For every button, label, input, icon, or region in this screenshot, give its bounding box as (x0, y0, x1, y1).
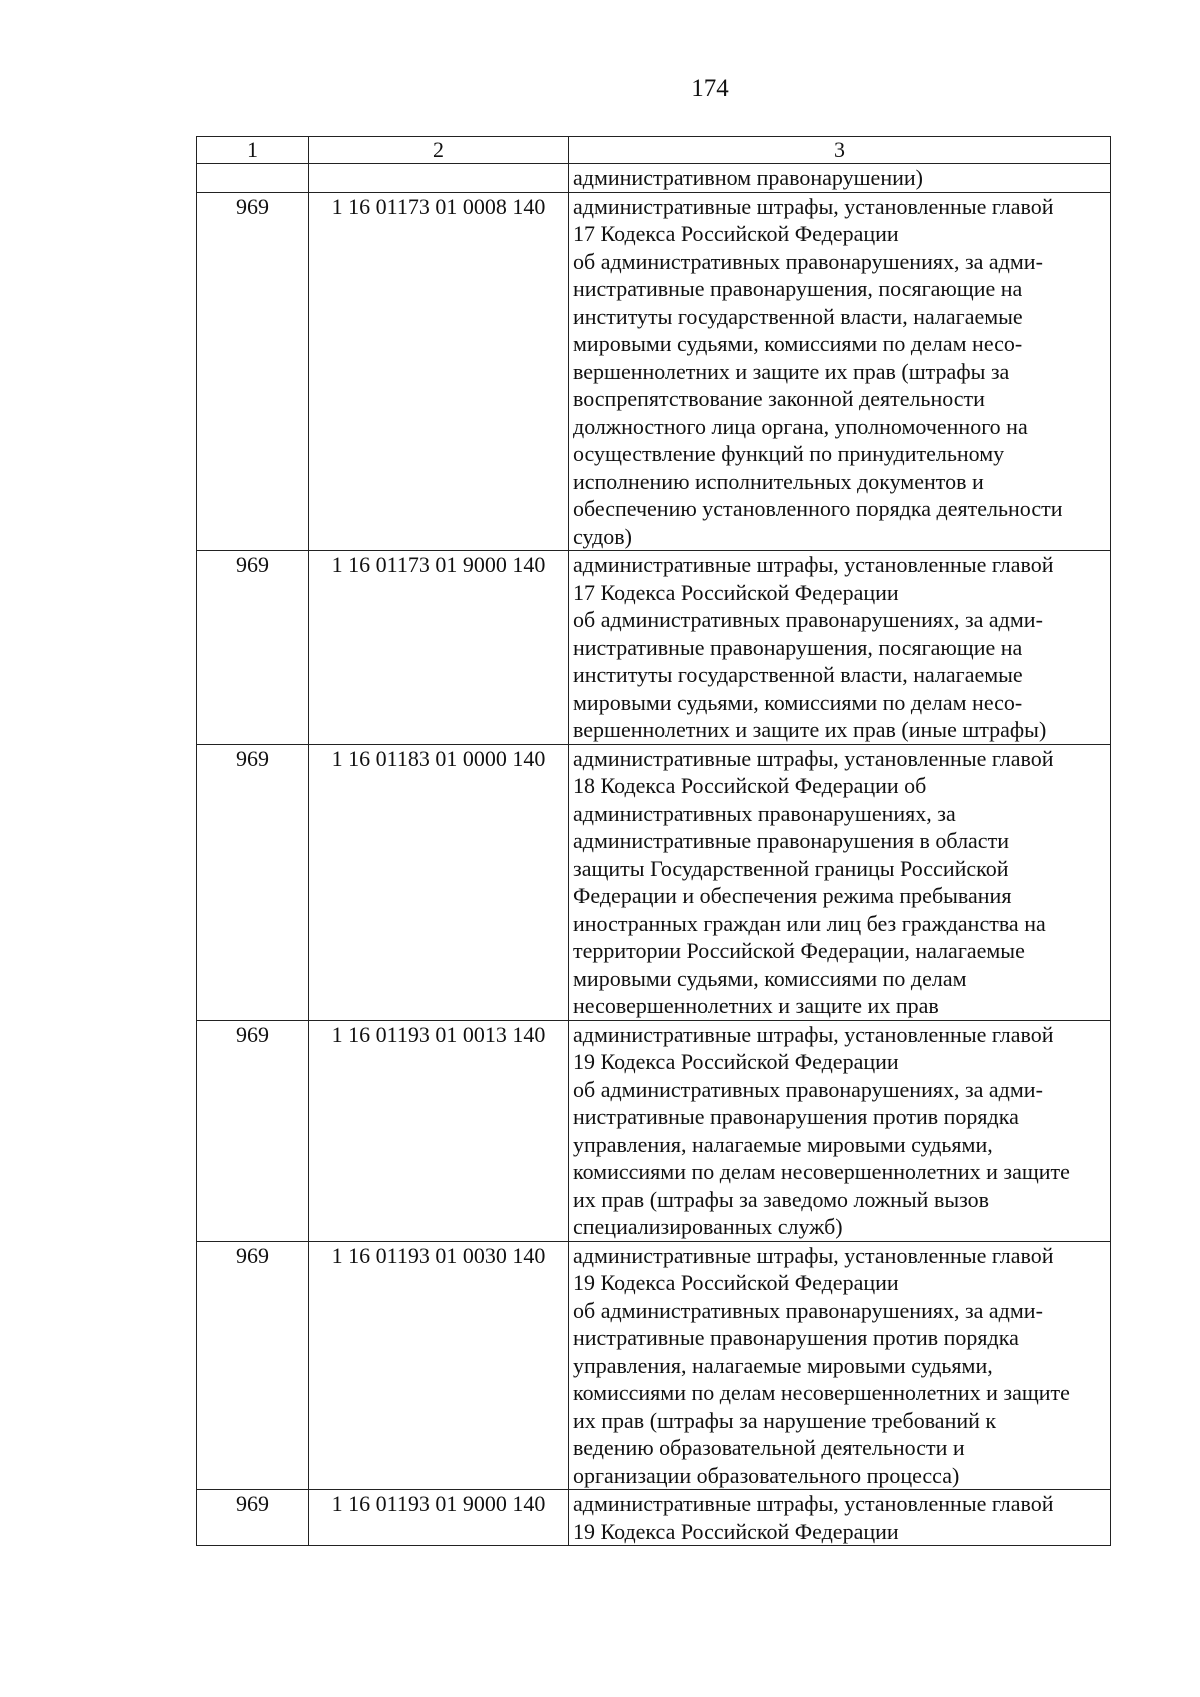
admin-code-cell: 969 (197, 1490, 309, 1546)
description-cell: административные штрафы, установленные главой 19 Кодекса Российской Федерации об административных правонарушениях, за адми- нистративные правонарушения против порядка управления, налагаемые мировыми судьями, комиссиями по делам несовершеннолетних и защите их прав (штрафы за заведомо ложный вызов специализированных служб) (569, 1020, 1111, 1241)
admin-code-cell: 969 (197, 551, 309, 745)
description-cell: административные штрафы, установленные главой 19 Кодекса Российской Федерации (569, 1490, 1111, 1546)
kbk-code-cell: 1 16 01173 01 9000 140 (309, 551, 569, 745)
continuation-description: административном правонарушении) (569, 164, 1111, 193)
kbk-code-cell: 1 16 01183 01 0000 140 (309, 744, 569, 1020)
continuation-kbk (309, 164, 569, 193)
description-cell: административные штрафы, установленные главой 18 Кодекса Российской Федерации об административных правонарушениях, за административные правонарушения в области защиты Государственной границы Российской Федерации и обеспечения режима пребывания иностранных граждан или лиц без гражданства на территории Российской Федерации, налагаемые мировыми судьями, комиссиями по делам несовершеннолетних и защите их прав (569, 744, 1111, 1020)
description-cell: административные штрафы, установленные главой 17 Кодекса Российской Федерации об административных правонарушениях, за адми- нистративные правонарушения, посягающие на институты государственной власти, налагаемые мировыми судьями, комиссиями по делам несо- вершеннолетних и защите их прав (иные штрафы) (569, 551, 1111, 745)
table-row (197, 1241, 1111, 1490)
table-row (197, 1020, 1111, 1241)
description-cell: административные штрафы, установленные главой 19 Кодекса Российской Федерации об административных правонарушениях, за адми- нистративные правонарушения против порядка управления, налагаемые мировыми судьями, комиссиями по делам несовершеннолетних и защите их прав (штрафы за нарушение требований к ведению образовательной деятельности и организации образовательного процесса) (569, 1241, 1111, 1490)
table-row (197, 192, 1111, 551)
kbk-code-cell: 1 16 01173 01 0008 140 (309, 192, 569, 551)
header-col-3: 3 (569, 137, 1111, 164)
table-body (197, 137, 1111, 1546)
kbk-code-cell: 1 16 01193 01 0030 140 (309, 1241, 569, 1490)
kbk-code-cell: 1 16 01193 01 0013 140 (309, 1020, 569, 1241)
continuation-row (197, 164, 1111, 193)
table-header-row (197, 137, 1111, 164)
kbk-code-cell: 1 16 01193 01 9000 140 (309, 1490, 569, 1546)
table-row (197, 744, 1111, 1020)
admin-code-cell: 969 (197, 1241, 309, 1490)
continuation-admin-code (197, 164, 309, 193)
page-number: 174 (691, 75, 729, 102)
header-col-1: 1 (197, 137, 309, 164)
description-cell: административные штрафы, установленные главой 17 Кодекса Российской Федерации об административных правонарушениях, за адми- нистративные правонарушения, посягающие на институты государственной власти, налагаемые мировыми судьями, комиссиями по делам несо- вершеннолетних и защите их прав (штрафы за воспрепятствование законной деятельности должностного лица органа, уполномоченного на осуществление функций по принудительному исполнению исполнительных документов и обеспечению установленного порядка деятельности судов) (569, 192, 1111, 551)
budget-codes-table (196, 136, 1111, 1546)
table-row (197, 551, 1111, 745)
admin-code-cell: 969 (197, 192, 309, 551)
admin-code-cell: 969 (197, 744, 309, 1020)
header-col-2: 2 (309, 137, 569, 164)
admin-code-cell: 969 (197, 1020, 309, 1241)
table-row (197, 1490, 1111, 1546)
